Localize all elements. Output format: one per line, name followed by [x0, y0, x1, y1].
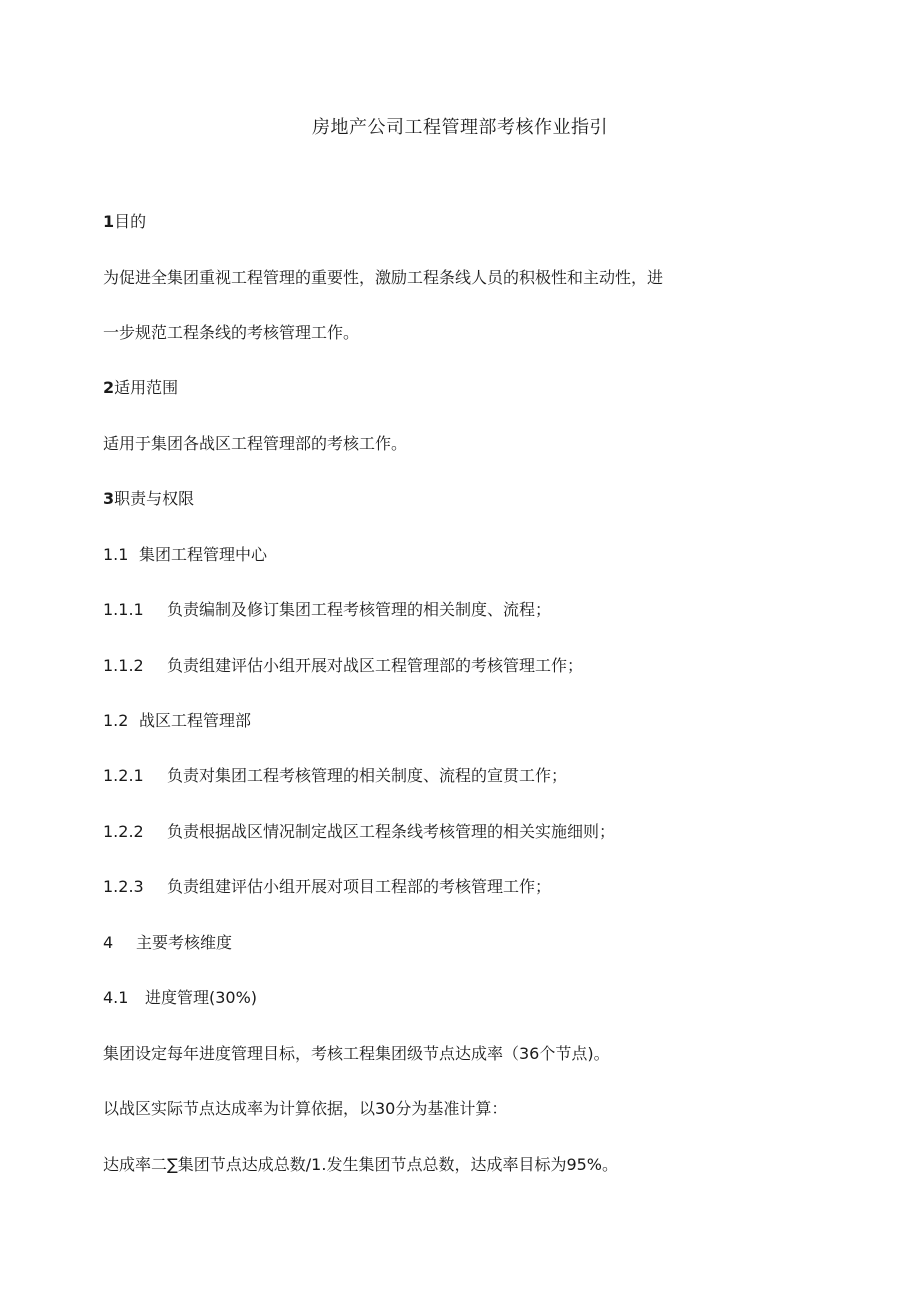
- item-number: 1.2.2: [103, 822, 144, 841]
- section-number: 3: [103, 489, 115, 508]
- section-3-heading: [103, 488, 194, 510]
- item-1-2-1: [103, 765, 567, 787]
- item-text: 负责根据战区情况制定战区工程条线考核管理的相关实施细则；: [167, 822, 616, 841]
- item-text: 负责对集团工程考核管理的相关制度、流程的宣贯工作；: [167, 766, 568, 785]
- section-number: 2: [103, 378, 115, 397]
- section-title: 主要考核维度: [136, 933, 233, 952]
- purpose-paragraph-line-1: 为促进全集团重视工程管理的重要性，激励工程条线人员的积极性和主动性，进: [103, 268, 664, 287]
- item-number: 1.1.2: [103, 656, 144, 675]
- section-number: 4: [103, 933, 114, 952]
- item-number: 4.1: [103, 988, 129, 1007]
- document-title: 房地产公司工程管理部考核作业指引: [312, 117, 608, 138]
- item-1-1-2: [103, 655, 583, 677]
- item-1-1: [103, 544, 267, 566]
- item-text: 进度管理(30%): [145, 988, 258, 1007]
- item-4-1: [103, 987, 257, 1009]
- item-1-2-2: [103, 821, 615, 843]
- section-title: 职责与权限: [114, 489, 195, 508]
- section-2-heading: [103, 377, 178, 399]
- section-title: 目的: [114, 212, 147, 231]
- item-1-2-3: [103, 876, 551, 898]
- item-text: 负责组建评估小组开展对战区工程管理部的考核管理工作；: [167, 656, 584, 675]
- section-4-heading: [103, 932, 232, 954]
- item-text: 集团工程管理中心: [139, 545, 268, 564]
- item-text: 负责编制及修订集团工程考核管理的相关制度、流程；: [167, 600, 552, 619]
- purpose-paragraph-line-2: 一步规范工程条线的考核管理工作。: [103, 323, 360, 342]
- section-1-heading: [103, 211, 146, 233]
- item-number: 1.2.3: [103, 877, 144, 896]
- item-number: 1.1: [103, 545, 129, 564]
- item-number: 1.1.1: [103, 600, 144, 619]
- progress-formula-line: 达成率二∑集团节点达成总数/1.发生集团节点总数，达成率目标为95%。: [103, 1155, 619, 1174]
- section-number: 1: [103, 212, 115, 231]
- progress-paragraph-line-2: 以战区实际节点达成率为计算依据，以30分为基准计算：: [103, 1099, 508, 1118]
- scope-paragraph: 适用于集团各战区工程管理部的考核工作。: [103, 434, 408, 453]
- item-1-1-1: [103, 599, 551, 621]
- section-title: 适用范围: [114, 378, 179, 397]
- item-text: 战区工程管理部: [139, 711, 252, 730]
- item-1-2: [103, 710, 251, 732]
- item-text: 负责组建评估小组开展对项目工程部的考核管理工作；: [167, 877, 552, 896]
- progress-paragraph-line-1: 集团设定每年进度管理目标，考核工程集团级节点达成率（36个节点)。: [103, 1044, 610, 1063]
- item-number: 1.2: [103, 711, 129, 730]
- item-number: 1.2.1: [103, 766, 144, 785]
